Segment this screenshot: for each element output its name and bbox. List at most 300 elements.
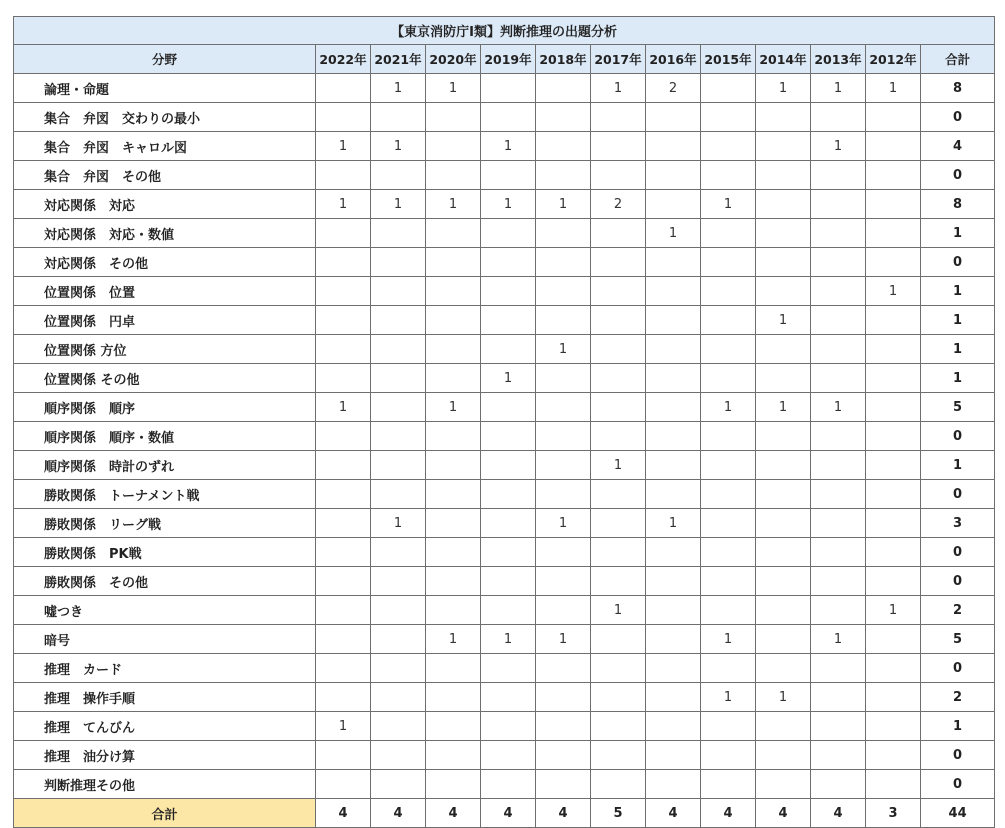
table-cell bbox=[481, 277, 536, 306]
table-cell bbox=[646, 596, 701, 625]
table-cell bbox=[481, 741, 536, 770]
table-cell bbox=[481, 654, 536, 683]
row-total: 2 bbox=[921, 683, 995, 712]
table-cell bbox=[316, 654, 371, 683]
table-cell bbox=[316, 277, 371, 306]
table-row bbox=[14, 335, 995, 364]
table-cell bbox=[646, 741, 701, 770]
header-year: 2013年 bbox=[811, 45, 866, 74]
table-cell bbox=[756, 509, 811, 538]
row-total: 4 bbox=[921, 132, 995, 161]
table-row bbox=[14, 161, 995, 190]
table-row bbox=[14, 596, 995, 625]
footer-cell: 4 bbox=[481, 799, 536, 828]
header-year: 2019年 bbox=[481, 45, 536, 74]
table-cell bbox=[756, 712, 811, 741]
table-cell: 1 bbox=[371, 74, 426, 103]
table-cell bbox=[426, 480, 481, 509]
table-cell bbox=[426, 770, 481, 799]
table-cell bbox=[536, 74, 591, 103]
row-label: 集合 弁図 その他 bbox=[14, 161, 316, 190]
table-cell: 1 bbox=[371, 132, 426, 161]
footer-cell: 4 bbox=[536, 799, 591, 828]
table-cell bbox=[811, 770, 866, 799]
footer-cell: 4 bbox=[646, 799, 701, 828]
table-cell: 1 bbox=[756, 306, 811, 335]
table-cell: 1 bbox=[371, 509, 426, 538]
row-total: 8 bbox=[921, 190, 995, 219]
row-total: 1 bbox=[921, 451, 995, 480]
analysis-table bbox=[13, 16, 995, 828]
table-row bbox=[14, 567, 995, 596]
table-row bbox=[14, 480, 995, 509]
table-cell bbox=[646, 277, 701, 306]
table-cell bbox=[371, 480, 426, 509]
table-cell bbox=[481, 335, 536, 364]
table-cell bbox=[866, 567, 921, 596]
table-cell bbox=[701, 364, 756, 393]
table-cell bbox=[811, 480, 866, 509]
table-cell bbox=[646, 306, 701, 335]
table-cell bbox=[646, 422, 701, 451]
footer-cell: 4 bbox=[701, 799, 756, 828]
table-cell bbox=[481, 451, 536, 480]
table-cell bbox=[316, 335, 371, 364]
table-cell bbox=[481, 567, 536, 596]
row-total: 8 bbox=[921, 74, 995, 103]
table-cell bbox=[866, 190, 921, 219]
table-cell: 1 bbox=[756, 393, 811, 422]
table-cell bbox=[481, 480, 536, 509]
row-total: 2 bbox=[921, 596, 995, 625]
table-cell bbox=[701, 770, 756, 799]
table-row bbox=[14, 103, 995, 132]
table-cell bbox=[811, 567, 866, 596]
table-cell bbox=[646, 712, 701, 741]
table-cell bbox=[536, 364, 591, 393]
table-cell bbox=[701, 451, 756, 480]
table-cell bbox=[536, 277, 591, 306]
table-cell: 1 bbox=[536, 509, 591, 538]
table-cell bbox=[591, 538, 646, 567]
table-cell: 1 bbox=[591, 451, 646, 480]
header-year: 2016年 bbox=[646, 45, 701, 74]
table-cell bbox=[316, 741, 371, 770]
row-label: 暗号 bbox=[14, 625, 316, 654]
table-cell bbox=[701, 509, 756, 538]
table-cell bbox=[646, 683, 701, 712]
table-cell bbox=[316, 509, 371, 538]
table-cell bbox=[756, 248, 811, 277]
table-cell bbox=[811, 335, 866, 364]
table-cell bbox=[316, 596, 371, 625]
table-cell bbox=[536, 683, 591, 712]
table-cell bbox=[756, 741, 811, 770]
table-cell bbox=[646, 248, 701, 277]
table-cell bbox=[866, 451, 921, 480]
table-cell: 1 bbox=[536, 625, 591, 654]
row-label: 集合 弁図 交わりの最小 bbox=[14, 103, 316, 132]
table-cell: 1 bbox=[756, 74, 811, 103]
table-row bbox=[14, 654, 995, 683]
table-cell bbox=[591, 103, 646, 132]
header-row bbox=[14, 45, 995, 74]
table-cell bbox=[371, 741, 426, 770]
header-year: 2014年 bbox=[756, 45, 811, 74]
table-cell bbox=[536, 422, 591, 451]
table-cell bbox=[426, 161, 481, 190]
analysis-table-wrapper bbox=[13, 16, 995, 828]
table-row bbox=[14, 712, 995, 741]
table-cell bbox=[371, 277, 426, 306]
table-cell bbox=[316, 364, 371, 393]
row-label: 論理・命題 bbox=[14, 74, 316, 103]
table-row bbox=[14, 219, 995, 248]
table-cell: 2 bbox=[646, 74, 701, 103]
table-cell bbox=[481, 219, 536, 248]
table-cell bbox=[481, 596, 536, 625]
table-cell bbox=[866, 335, 921, 364]
table-cell bbox=[371, 625, 426, 654]
row-total: 0 bbox=[921, 567, 995, 596]
header-total: 合計 bbox=[921, 45, 995, 74]
table-cell: 1 bbox=[866, 596, 921, 625]
table-cell bbox=[866, 480, 921, 509]
table-cell bbox=[536, 161, 591, 190]
table-cell bbox=[811, 422, 866, 451]
table-cell bbox=[701, 538, 756, 567]
table-cell bbox=[316, 770, 371, 799]
table-cell bbox=[371, 103, 426, 132]
table-cell bbox=[646, 335, 701, 364]
table-cell bbox=[646, 538, 701, 567]
table-cell bbox=[481, 422, 536, 451]
table-cell bbox=[316, 306, 371, 335]
table-cell bbox=[701, 596, 756, 625]
row-total: 1 bbox=[921, 306, 995, 335]
table-cell bbox=[426, 654, 481, 683]
row-label: 位置関係 位置 bbox=[14, 277, 316, 306]
table-cell bbox=[646, 654, 701, 683]
table-cell bbox=[316, 422, 371, 451]
table-title: 【東京消防庁Ⅰ類】判断推理の出題分析 bbox=[14, 17, 995, 45]
table-cell bbox=[646, 132, 701, 161]
row-label: 推理 カード bbox=[14, 654, 316, 683]
table-cell bbox=[591, 625, 646, 654]
table-cell bbox=[756, 190, 811, 219]
table-cell bbox=[371, 335, 426, 364]
table-cell bbox=[536, 393, 591, 422]
table-cell bbox=[701, 219, 756, 248]
table-cell bbox=[426, 248, 481, 277]
row-label: 勝敗関係 その他 bbox=[14, 567, 316, 596]
table-cell bbox=[811, 509, 866, 538]
table-cell bbox=[646, 451, 701, 480]
table-cell: 1 bbox=[426, 190, 481, 219]
row-label: 対応関係 対応 bbox=[14, 190, 316, 219]
row-label: 対応関係 その他 bbox=[14, 248, 316, 277]
table-row bbox=[14, 190, 995, 219]
table-cell bbox=[591, 712, 646, 741]
table-cell bbox=[866, 625, 921, 654]
table-cell bbox=[371, 654, 426, 683]
table-cell bbox=[701, 712, 756, 741]
table-cell bbox=[756, 451, 811, 480]
table-cell: 1 bbox=[536, 190, 591, 219]
table-cell bbox=[426, 219, 481, 248]
table-cell bbox=[866, 422, 921, 451]
table-cell bbox=[701, 161, 756, 190]
row-label: 位置関係 その他 bbox=[14, 364, 316, 393]
table-cell: 1 bbox=[481, 625, 536, 654]
header-year: 2012年 bbox=[866, 45, 921, 74]
table-cell bbox=[316, 480, 371, 509]
table-cell bbox=[866, 538, 921, 567]
footer-cell: 4 bbox=[371, 799, 426, 828]
table-cell bbox=[536, 103, 591, 132]
row-total: 5 bbox=[921, 393, 995, 422]
table-cell bbox=[536, 596, 591, 625]
table-cell bbox=[701, 654, 756, 683]
table-cell bbox=[646, 625, 701, 654]
table-row bbox=[14, 741, 995, 770]
table-cell bbox=[426, 683, 481, 712]
table-cell bbox=[536, 538, 591, 567]
table-cell bbox=[426, 277, 481, 306]
table-cell bbox=[756, 422, 811, 451]
row-label: 推理 操作手順 bbox=[14, 683, 316, 712]
table-row bbox=[14, 538, 995, 567]
table-cell bbox=[371, 712, 426, 741]
table-cell bbox=[701, 422, 756, 451]
table-cell: 1 bbox=[701, 393, 756, 422]
row-total: 1 bbox=[921, 712, 995, 741]
table-row bbox=[14, 277, 995, 306]
table-row bbox=[14, 683, 995, 712]
table-cell bbox=[371, 538, 426, 567]
table-cell bbox=[536, 712, 591, 741]
table-cell bbox=[701, 74, 756, 103]
table-cell bbox=[316, 219, 371, 248]
table-cell bbox=[866, 770, 921, 799]
footer-total: 44 bbox=[921, 799, 995, 828]
table-cell bbox=[866, 509, 921, 538]
table-cell bbox=[591, 132, 646, 161]
row-label: 位置関係 円卓 bbox=[14, 306, 316, 335]
table-cell bbox=[866, 393, 921, 422]
row-label: 勝敗関係 PK戦 bbox=[14, 538, 316, 567]
table-row bbox=[14, 74, 995, 103]
table-cell bbox=[371, 567, 426, 596]
table-cell: 1 bbox=[591, 74, 646, 103]
table-cell bbox=[646, 480, 701, 509]
table-cell bbox=[866, 219, 921, 248]
table-cell bbox=[426, 306, 481, 335]
table-cell: 1 bbox=[811, 132, 866, 161]
table-cell bbox=[811, 161, 866, 190]
table-cell bbox=[756, 654, 811, 683]
header-field: 分野 bbox=[14, 45, 316, 74]
table-cell: 1 bbox=[811, 625, 866, 654]
table-row bbox=[14, 132, 995, 161]
table-cell bbox=[646, 190, 701, 219]
table-cell bbox=[426, 567, 481, 596]
table-cell bbox=[536, 132, 591, 161]
table-cell: 1 bbox=[426, 74, 481, 103]
table-cell bbox=[316, 567, 371, 596]
table-cell bbox=[316, 74, 371, 103]
table-cell bbox=[316, 103, 371, 132]
footer-cell: 5 bbox=[591, 799, 646, 828]
table-cell bbox=[536, 451, 591, 480]
table-row bbox=[14, 248, 995, 277]
table-cell: 1 bbox=[591, 596, 646, 625]
table-cell bbox=[426, 103, 481, 132]
table-cell bbox=[866, 161, 921, 190]
table-cell bbox=[591, 393, 646, 422]
table-cell bbox=[481, 74, 536, 103]
table-cell bbox=[426, 422, 481, 451]
table-cell bbox=[481, 393, 536, 422]
table-cell bbox=[536, 567, 591, 596]
row-total: 0 bbox=[921, 103, 995, 132]
table-cell bbox=[426, 712, 481, 741]
table-cell bbox=[481, 103, 536, 132]
table-cell bbox=[536, 654, 591, 683]
table-cell bbox=[646, 770, 701, 799]
table-cell bbox=[481, 770, 536, 799]
table-cell: 1 bbox=[481, 132, 536, 161]
row-total: 3 bbox=[921, 509, 995, 538]
table-cell bbox=[371, 161, 426, 190]
table-cell bbox=[811, 277, 866, 306]
table-cell bbox=[536, 306, 591, 335]
table-cell bbox=[426, 538, 481, 567]
table-cell bbox=[866, 306, 921, 335]
table-cell bbox=[701, 103, 756, 132]
row-total: 1 bbox=[921, 364, 995, 393]
header-year: 2020年 bbox=[426, 45, 481, 74]
table-cell bbox=[426, 596, 481, 625]
table-cell bbox=[756, 161, 811, 190]
row-label: 嘘つき bbox=[14, 596, 316, 625]
table-cell bbox=[756, 335, 811, 364]
row-label: 推理 てんびん bbox=[14, 712, 316, 741]
table-row bbox=[14, 422, 995, 451]
table-cell: 1 bbox=[536, 335, 591, 364]
row-label: 判断推理その他 bbox=[14, 770, 316, 799]
table-cell bbox=[426, 132, 481, 161]
footer-cell: 4 bbox=[811, 799, 866, 828]
row-total: 0 bbox=[921, 741, 995, 770]
table-cell: 1 bbox=[701, 190, 756, 219]
table-cell bbox=[811, 654, 866, 683]
table-cell bbox=[811, 741, 866, 770]
table-cell bbox=[591, 306, 646, 335]
table-cell bbox=[701, 306, 756, 335]
table-cell bbox=[481, 248, 536, 277]
table-cell bbox=[371, 770, 426, 799]
table-cell bbox=[536, 770, 591, 799]
table-cell: 2 bbox=[591, 190, 646, 219]
table-cell bbox=[701, 741, 756, 770]
table-cell bbox=[591, 364, 646, 393]
row-total: 0 bbox=[921, 422, 995, 451]
table-cell bbox=[371, 422, 426, 451]
table-cell bbox=[536, 741, 591, 770]
table-cell bbox=[536, 248, 591, 277]
table-cell bbox=[811, 248, 866, 277]
table-cell bbox=[646, 161, 701, 190]
table-cell bbox=[701, 132, 756, 161]
footer-cell: 4 bbox=[426, 799, 481, 828]
table-cell bbox=[591, 248, 646, 277]
table-cell bbox=[536, 219, 591, 248]
table-cell: 1 bbox=[701, 683, 756, 712]
table-cell bbox=[811, 451, 866, 480]
table-cell bbox=[316, 451, 371, 480]
table-cell bbox=[646, 567, 701, 596]
table-cell: 1 bbox=[701, 625, 756, 654]
table-cell bbox=[591, 509, 646, 538]
table-cell bbox=[756, 538, 811, 567]
table-cell bbox=[591, 335, 646, 364]
table-cell bbox=[866, 712, 921, 741]
table-cell bbox=[591, 654, 646, 683]
table-row bbox=[14, 770, 995, 799]
table-cell bbox=[481, 306, 536, 335]
table-cell bbox=[811, 538, 866, 567]
table-cell bbox=[866, 103, 921, 132]
table-cell bbox=[701, 335, 756, 364]
table-row bbox=[14, 625, 995, 654]
table-cell bbox=[591, 219, 646, 248]
header-year: 2018年 bbox=[536, 45, 591, 74]
table-cell bbox=[316, 625, 371, 654]
table-cell bbox=[866, 654, 921, 683]
table-cell bbox=[756, 103, 811, 132]
table-cell bbox=[316, 161, 371, 190]
table-cell bbox=[756, 132, 811, 161]
row-total: 0 bbox=[921, 770, 995, 799]
table-cell: 1 bbox=[646, 509, 701, 538]
table-cell bbox=[811, 596, 866, 625]
table-cell bbox=[371, 596, 426, 625]
footer-cell: 3 bbox=[866, 799, 921, 828]
table-cell: 1 bbox=[646, 219, 701, 248]
table-cell bbox=[371, 393, 426, 422]
table-cell bbox=[426, 741, 481, 770]
table-cell bbox=[371, 219, 426, 248]
table-cell bbox=[646, 393, 701, 422]
row-label: 推理 油分け算 bbox=[14, 741, 316, 770]
table-cell bbox=[591, 683, 646, 712]
table-cell: 1 bbox=[316, 190, 371, 219]
table-cell bbox=[756, 770, 811, 799]
row-total: 0 bbox=[921, 161, 995, 190]
row-total: 5 bbox=[921, 625, 995, 654]
table-cell bbox=[426, 509, 481, 538]
row-label: 集合 弁図 キャロル図 bbox=[14, 132, 316, 161]
table-cell bbox=[866, 248, 921, 277]
footer-label: 合計 bbox=[14, 799, 316, 828]
table-cell bbox=[481, 538, 536, 567]
table-cell bbox=[866, 132, 921, 161]
table-cell bbox=[316, 683, 371, 712]
table-cell: 1 bbox=[371, 190, 426, 219]
row-total: 0 bbox=[921, 538, 995, 567]
table-cell bbox=[866, 741, 921, 770]
